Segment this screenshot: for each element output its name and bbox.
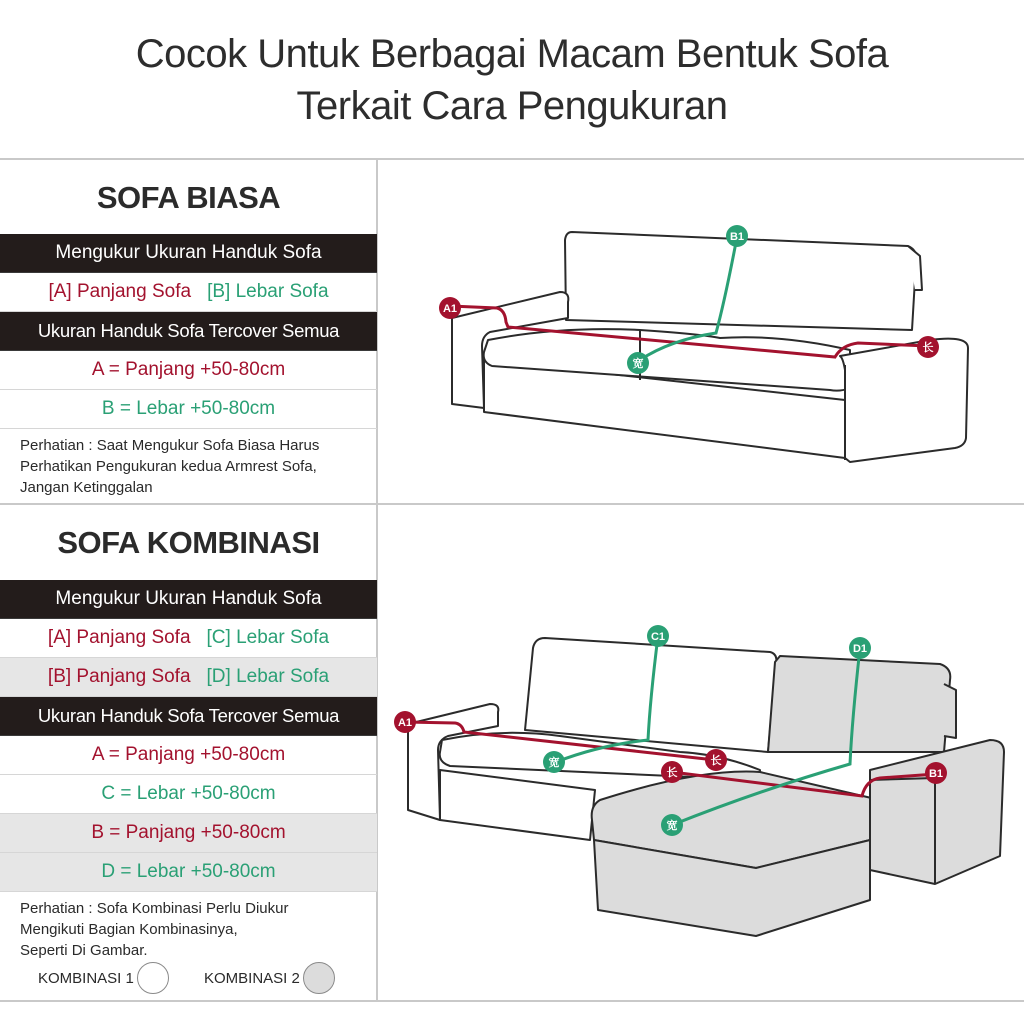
legend-lebar-c: [C] Lebar Sofa [206, 627, 330, 648]
svg-text:D1: D1 [852, 643, 868, 655]
section-title-sofa-biasa: SOFA BIASA [96, 180, 281, 215]
size-b-lebar: B = Lebar +50-80cm [0, 390, 377, 429]
svg-text:B1: B1 [729, 231, 745, 243]
note-line: Jangan Ketinggalan [20, 479, 153, 496]
note-line: Seperti Di Gambar. [20, 942, 148, 959]
kombinasi-2-label: KOMBINASI 2 [204, 969, 300, 987]
svg-text:长: 长 [922, 342, 934, 354]
cover-header: Ukuran Handuk Sofa Tercover Semua [0, 312, 377, 351]
svg-text:宽: 宽 [666, 820, 678, 832]
legend-row-1 [0, 619, 377, 658]
note-line: Perhatikan Pengukuran kedua Armrest Sofa, [20, 458, 317, 475]
size-a-panjang: A = Panjang +50-80cm [0, 736, 377, 775]
kombinasi-2-legend [204, 962, 335, 994]
note-line: Perhatian : Saat Mengukur Sofa Biasa Harus [20, 437, 320, 454]
svg-text:长: 长 [666, 767, 678, 779]
sofa-kombinasi-panel [0, 505, 377, 961]
page-title [0, 28, 1024, 132]
marker-c1-icon [647, 625, 669, 647]
svg-text:长: 长 [710, 755, 722, 767]
kombinasi-1-legend [38, 962, 169, 994]
legend-panjang-a: [A] Panjang Sofa [48, 281, 192, 302]
note-line: Perhatian : Sofa Kombinasi Perlu Diukur [20, 900, 289, 917]
title-line-1: Cocok Untuk Berbagai Macam Bentuk Sofa [135, 32, 889, 76]
note-sofa-biasa [0, 429, 377, 498]
divider-bottom [0, 1000, 1024, 1002]
cover-header: Ukuran Handuk Sofa Tercover Semua [0, 697, 377, 736]
legend-lebar-b: [B] Lebar Sofa [207, 281, 329, 302]
note-sofa-kombinasi [0, 892, 377, 961]
svg-text:C1: C1 [650, 631, 666, 643]
kombinasi-1-label: KOMBINASI 1 [38, 969, 134, 987]
marker-length-a-icon [705, 749, 727, 771]
marker-length-icon [917, 336, 939, 358]
svg-text:宽: 宽 [548, 757, 560, 769]
legend-row [0, 273, 377, 312]
marker-width-icon [627, 352, 649, 374]
legend-panjang-b: [B] Panjang Sofa [47, 666, 191, 687]
sofa-kombinasi-diagram [380, 506, 1024, 1000]
legend-panjang-a: [A] Panjang Sofa [47, 627, 191, 648]
section-title-sofa-kombinasi: SOFA KOMBINASI [57, 525, 320, 560]
marker-b1-icon [726, 225, 748, 247]
marker-length-b-icon [661, 761, 683, 783]
svg-text:B1: B1 [928, 768, 944, 780]
kombinasi-1-swatch-icon [137, 962, 169, 994]
marker-width-d-icon [661, 814, 683, 836]
marker-width-c-icon [543, 751, 565, 773]
note-line: Mengikuti Bagian Kombinasinya, [20, 921, 238, 938]
size-b-panjang: B = Panjang +50-80cm [0, 814, 377, 853]
kombinasi-2-swatch-icon [303, 962, 335, 994]
size-d-lebar: D = Lebar +50-80cm [0, 853, 377, 892]
marker-b1-icon [925, 762, 947, 784]
legend-row-2 [0, 658, 377, 697]
legend-lebar-d: [D] Lebar Sofa [206, 666, 330, 687]
marker-d1-icon [849, 637, 871, 659]
svg-text:A1: A1 [397, 717, 413, 729]
svg-text:A1: A1 [442, 303, 458, 315]
sofa-biasa-panel [0, 160, 377, 498]
title-line-2: Terkait Cara Pengukuran [296, 84, 728, 128]
size-a-panjang: A = Panjang +50-80cm [0, 351, 377, 390]
measure-header: Mengukur Ukuran Handuk Sofa [0, 234, 377, 273]
size-c-lebar: C = Lebar +50-80cm [0, 775, 377, 814]
measure-header: Mengukur Ukuran Handuk Sofa [0, 580, 377, 619]
marker-a1-icon [394, 711, 416, 733]
sofa-biasa-diagram [380, 160, 1024, 502]
svg-text:宽: 宽 [632, 358, 644, 370]
marker-a1-icon [439, 297, 461, 319]
